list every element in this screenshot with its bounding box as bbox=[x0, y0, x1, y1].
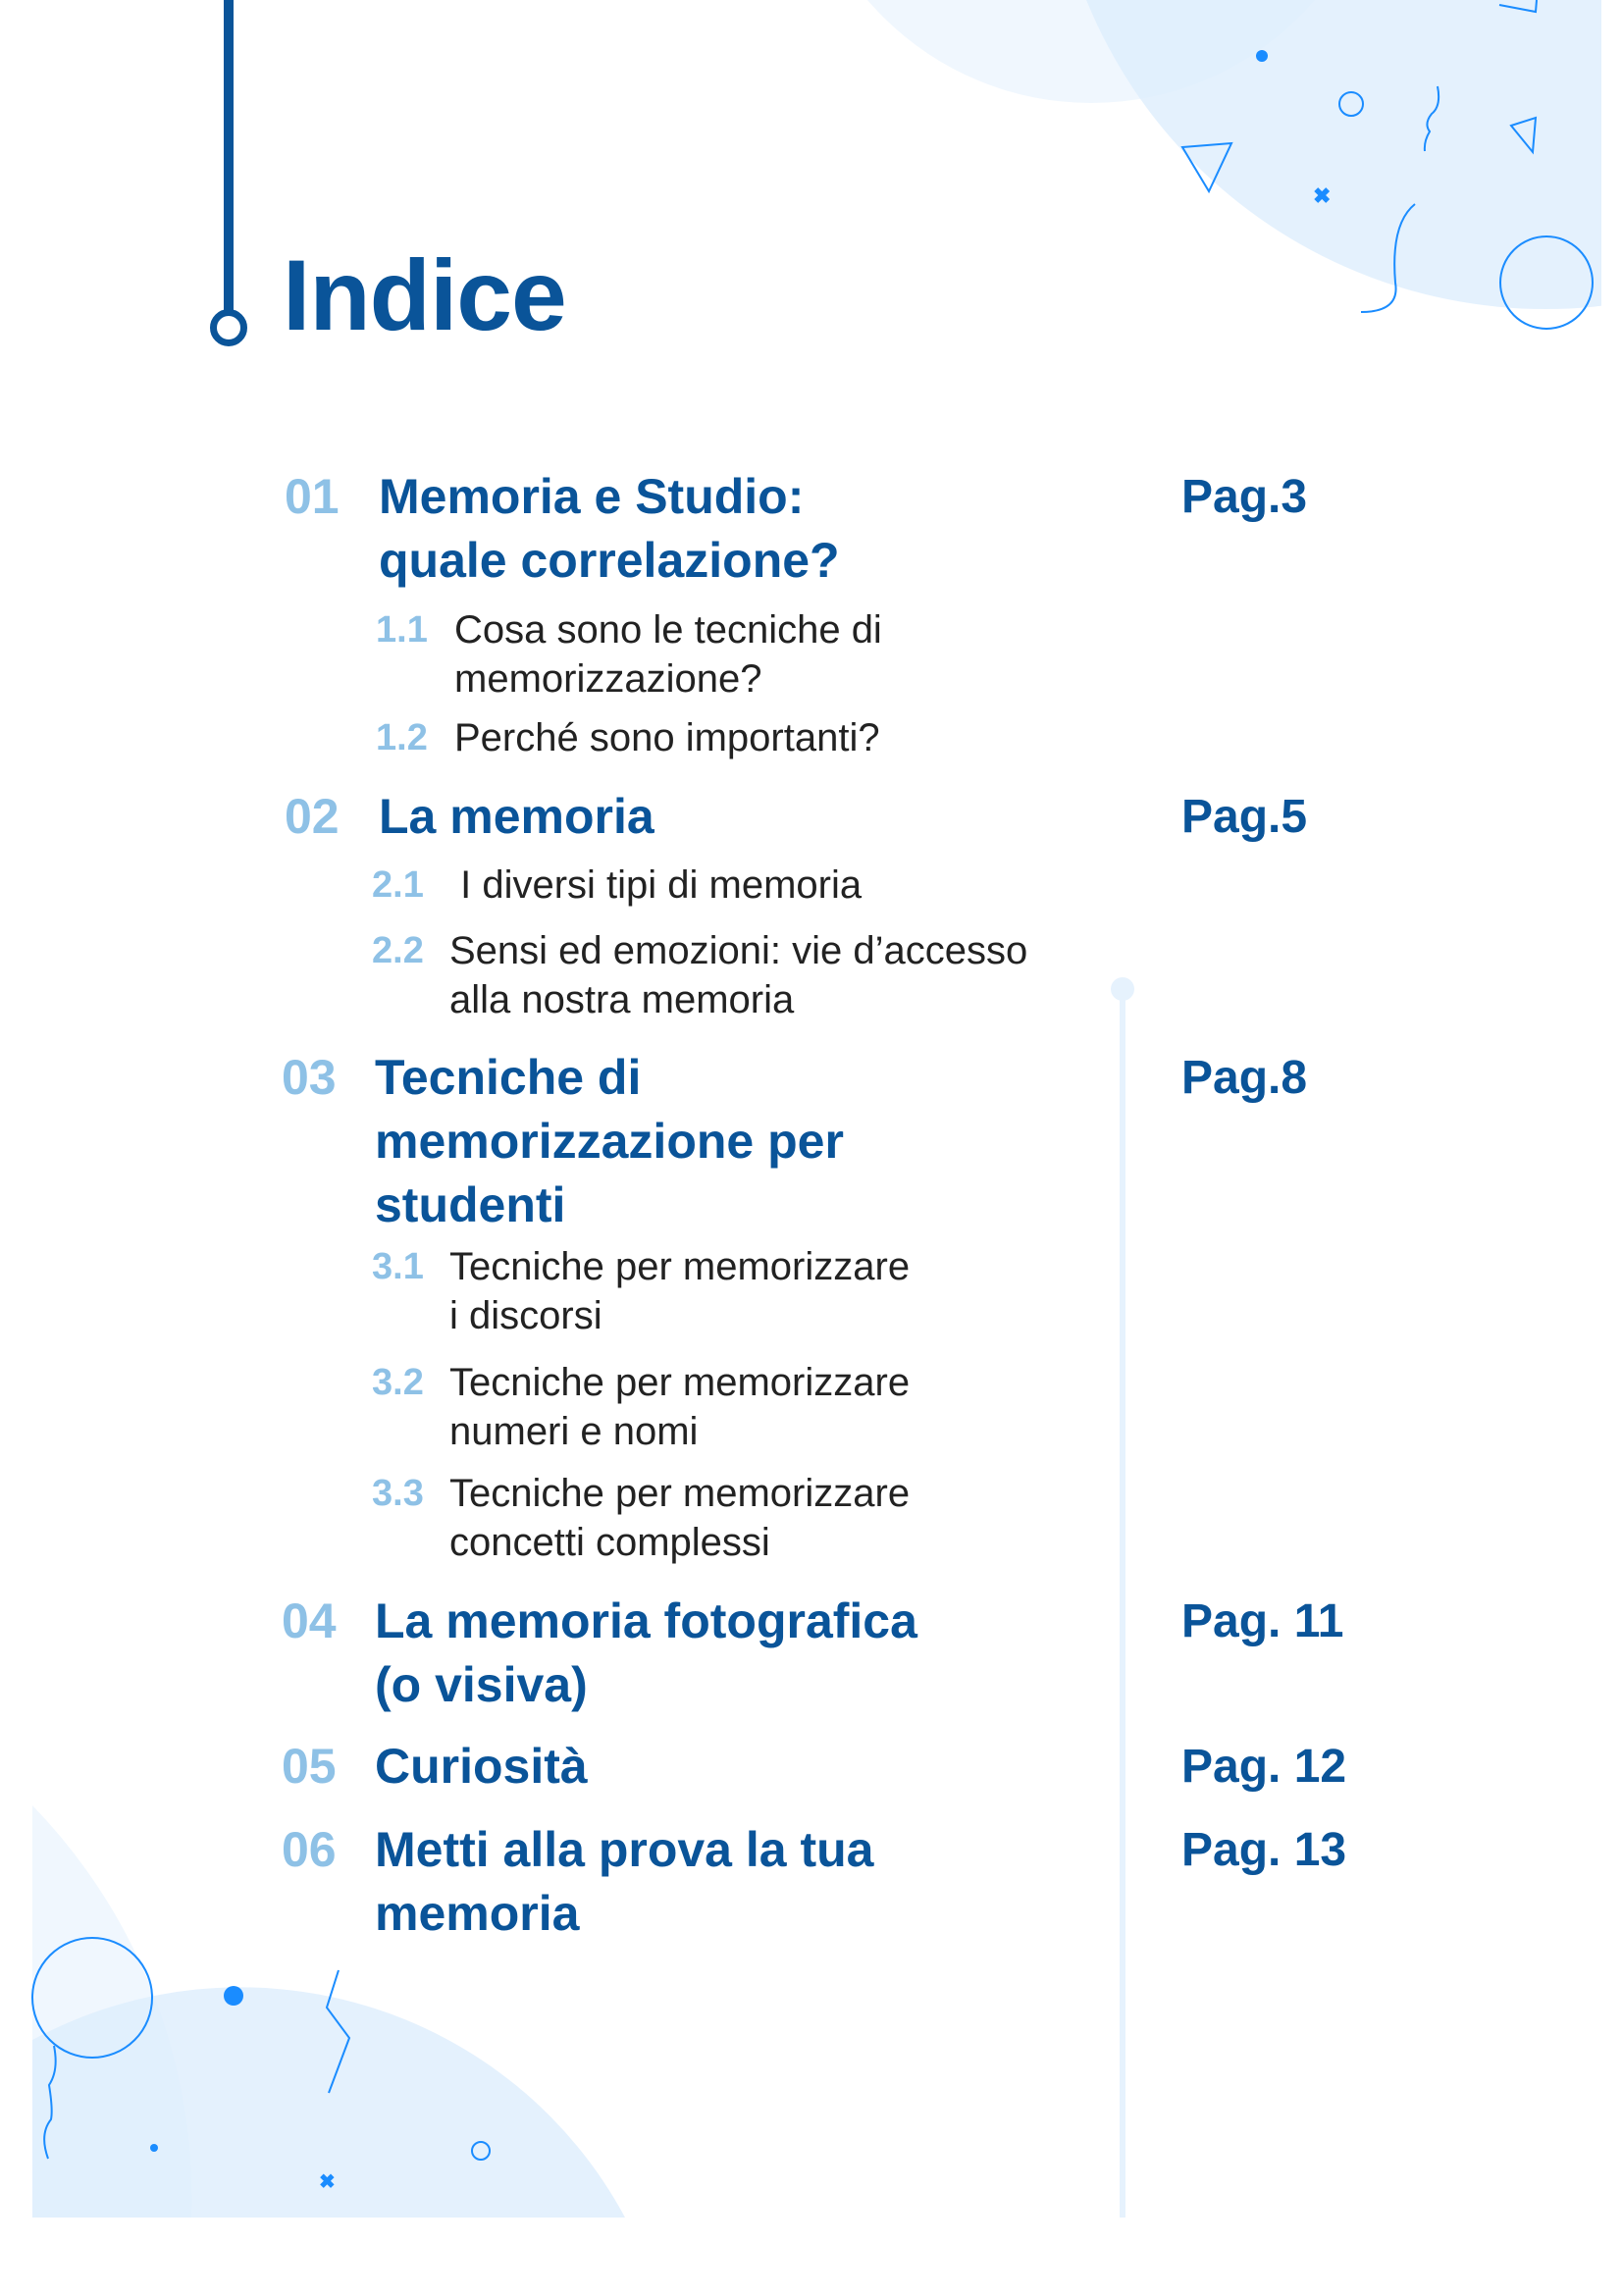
toc-title-line: Memoria e Studio: bbox=[379, 469, 805, 524]
title-accent-dot bbox=[210, 309, 247, 346]
toc-title-line: Metti alla prova la tua bbox=[375, 1822, 874, 1877]
toc-title-line: La memoria bbox=[379, 789, 654, 844]
toc-title[interactable] bbox=[379, 785, 654, 849]
toc-number: 1.1 bbox=[376, 609, 428, 651]
top-right-blob bbox=[1050, 0, 1622, 309]
toc-title-line: (o visiva) bbox=[375, 1657, 588, 1712]
dot-icon bbox=[1256, 50, 1268, 62]
toc-page-number[interactable]: Pag. 13 bbox=[1181, 1824, 1347, 1876]
toc-number: 2.1 bbox=[372, 864, 424, 906]
toc-title-line: Curiosità bbox=[375, 1739, 588, 1794]
toc-title[interactable] bbox=[449, 926, 1027, 1024]
toc-number: 03 bbox=[282, 1050, 337, 1105]
toc-number: 3.3 bbox=[372, 1473, 424, 1514]
toc-title[interactable] bbox=[449, 1469, 910, 1567]
toc-title[interactable] bbox=[449, 861, 862, 910]
toc-title-line: I diversi tipi di memoria bbox=[449, 863, 863, 907]
cross-icon: ✖ bbox=[319, 2171, 336, 2193]
toc-title-line: Cosa sono le tecniche di bbox=[454, 608, 882, 652]
toc-title-line: alla nostra memoria bbox=[449, 978, 795, 1021]
toc-number: 04 bbox=[282, 1593, 337, 1648]
timeline-dot bbox=[1111, 977, 1134, 1001]
toc-title-line: Perché sono importanti? bbox=[454, 716, 880, 759]
toc-title-line: studenti bbox=[375, 1177, 566, 1232]
toc-title[interactable] bbox=[375, 1818, 873, 1946]
toc-page-number[interactable]: Pag. 11 bbox=[1181, 1595, 1344, 1647]
toc-number: 3.2 bbox=[372, 1362, 424, 1403]
toc-title-line: Sensi ed emozioni: vie d’accesso bbox=[449, 929, 1028, 972]
toc-title[interactable] bbox=[454, 605, 882, 704]
toc-title-line: memorizzazione? bbox=[454, 657, 762, 701]
toc-title-line: concetti complessi bbox=[449, 1521, 770, 1564]
toc-number: 2.2 bbox=[372, 930, 424, 971]
toc-title[interactable] bbox=[375, 1590, 917, 1717]
cross-icon: ✖ bbox=[1313, 183, 1332, 208]
toc-title[interactable] bbox=[449, 1242, 910, 1340]
toc-page-number[interactable]: Pag. 12 bbox=[1181, 1741, 1347, 1793]
toc-page-number[interactable]: Pag.3 bbox=[1181, 471, 1308, 523]
toc-title[interactable] bbox=[449, 1358, 910, 1456]
toc-title-line: memorizzazione per bbox=[375, 1114, 844, 1169]
toc-page-number[interactable]: Pag.8 bbox=[1181, 1052, 1308, 1104]
toc-number: 1.2 bbox=[376, 717, 428, 758]
page-title: Indice bbox=[283, 239, 566, 351]
toc-title[interactable] bbox=[375, 1046, 844, 1237]
toc-title-line: Tecniche per memorizzare bbox=[449, 1245, 911, 1288]
toc-title-line: La memoria fotografica bbox=[375, 1593, 917, 1648]
toc-number: 06 bbox=[282, 1822, 337, 1877]
toc-number: 3.1 bbox=[372, 1246, 424, 1287]
toc-title-line: Tecniche per memorizzare bbox=[449, 1472, 911, 1515]
title-accent-line bbox=[224, 0, 234, 312]
toc-number: 01 bbox=[285, 469, 340, 524]
toc-title-line: Tecniche per memorizzare bbox=[449, 1361, 911, 1404]
toc-title[interactable] bbox=[454, 713, 880, 762]
toc-title-line: numeri e nomi bbox=[449, 1410, 699, 1453]
toc-title-line: Tecniche di bbox=[375, 1050, 642, 1105]
toc-number: 02 bbox=[285, 789, 340, 844]
dot-icon bbox=[150, 2144, 158, 2152]
toc-title-line: memoria bbox=[375, 1886, 580, 1941]
toc-title-line: i discorsi bbox=[449, 1294, 602, 1337]
dot-icon bbox=[224, 1986, 243, 2006]
toc-page-number[interactable]: Pag.5 bbox=[1181, 791, 1308, 843]
toc-title[interactable] bbox=[375, 1735, 588, 1799]
toc-title[interactable] bbox=[379, 465, 840, 593]
toc-title-line: quale correlazione? bbox=[379, 533, 840, 588]
toc-number: 05 bbox=[282, 1739, 337, 1794]
timeline-line bbox=[1120, 989, 1125, 2218]
